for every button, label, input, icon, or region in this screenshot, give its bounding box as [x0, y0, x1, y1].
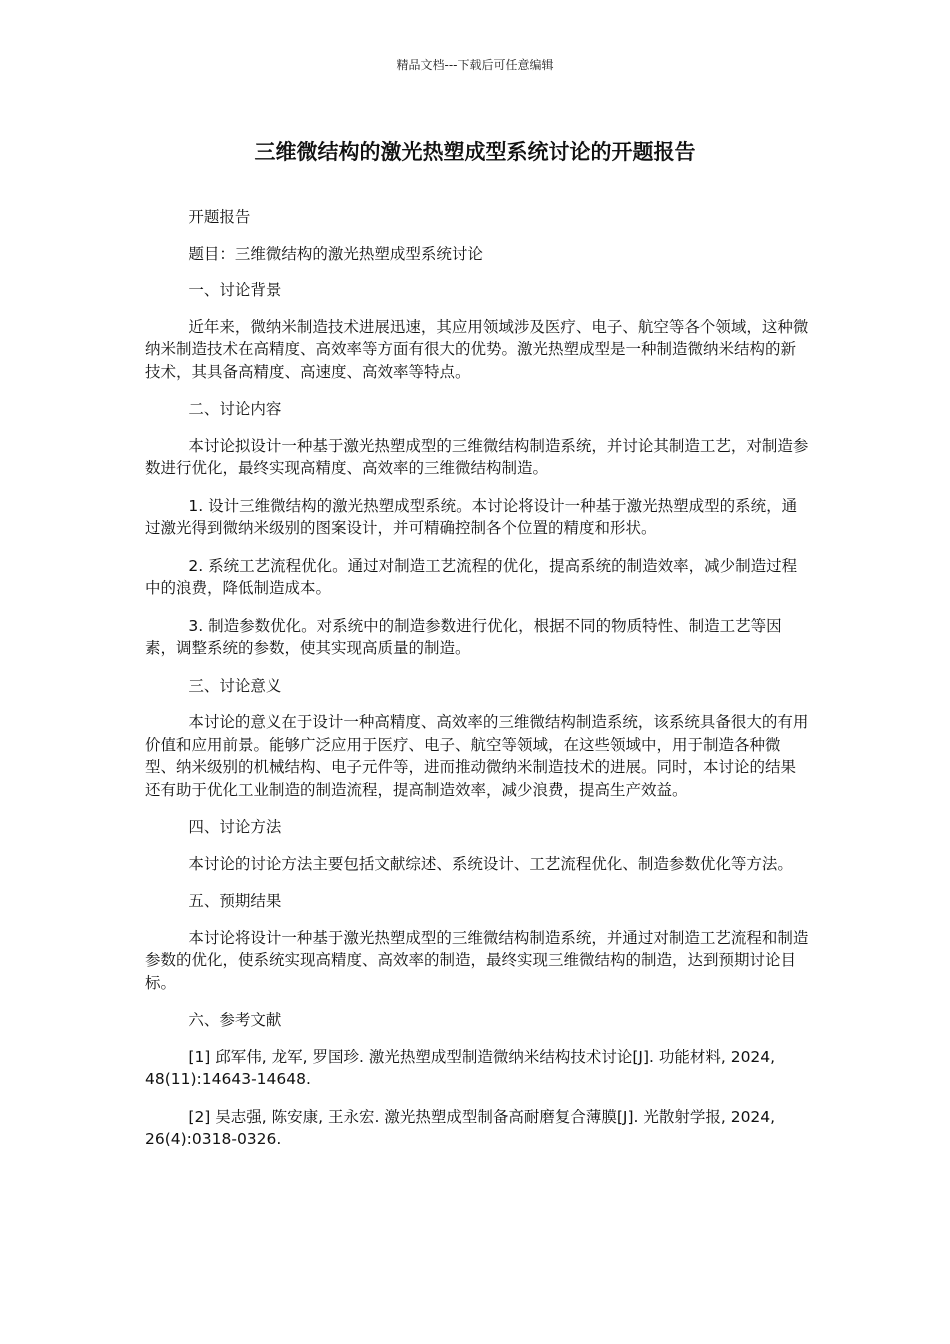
paragraph-content-item-2: 2. 系统工艺流程优化。通过对制造工艺流程的优化，提高系统的制造效率，减少制造过程中的浪费，降低制造成本。: [145, 556, 798, 597]
page-header-banner: 精品文档---下载后可任意编辑: [396, 58, 554, 72]
section-heading-expected-results: 五、预期结果: [188, 892, 282, 910]
section-heading-references: 六、参考文献: [188, 1011, 282, 1029]
section-heading-methods: 四、讨论方法: [188, 818, 282, 836]
document-title: 三维微结构的激光热塑成型系统讨论的开题报告: [254, 140, 696, 164]
section-heading-significance: 三、讨论意义: [188, 676, 282, 695]
paragraph-methods: 本讨论的讨论方法主要包括文献综述、系统设计、工艺流程优化、制造参数优化等方法。: [188, 854, 793, 873]
paragraph-expected-results: 本讨论将设计一种基于激光热塑成型的三维微结构制造系统，并通过对制造工艺流程和制造参数的优化，使系统实现高精度、高效率的制造，最终实现三维微结构的制造，达到预期讨论目标。: [145, 928, 809, 992]
paragraph-significance: 本讨论的意义在于设计一种高精度、高效率的三维微结构制造系统，该系统具备很大的有用价值和应用前景。能够广泛应用于医疗、电子、航空等领域，在这些领域中，用于制造各种微型、纳米级别的机械结构、电子元件等，进而推动微纳米制造技术的进展。同时，本讨论的结果还有助于优化工业制造的制造流程，提高制造效率，减少浪费，提高生产效益。: [145, 713, 809, 799]
paragraph-content-intro: 本讨论拟设计一种基于激光热塑成型的三维微结构制造系统，并讨论其制造工艺，对制造参数进行优化，最终实现高精度、高效率的三维微结构制造。: [145, 436, 809, 477]
document-body: [145, 206, 810, 1166]
paragraph-background: 近年来，微纳米制造技术进展迅速，其应用领域涉及医疗、电子、航空等各个领域，这种微纳米制造技术在高精度、高效率等方面有很大的优势。激光热塑成型是一种制造微纳米结构的新技术，其具备高精度、高速度、高效率等特点。: [145, 317, 809, 381]
reference-item-2: [2] 吴志强, 陈安康, 王永宏. 激光热塑成型制备高耐磨复合薄膜[J]. 光散射学报, 2024, 26(4):0318-0326.: [145, 1107, 776, 1148]
section-heading-background: 一、讨论背景: [188, 281, 282, 299]
paragraph-content-item-3: 3. 制造参数优化。对系统中的制造参数进行优化，根据不同的物质特性、制造工艺等因素，调整系统的参数，使其实现高质量的制造。: [145, 616, 782, 657]
section-heading-content: 二、讨论内容: [188, 400, 282, 418]
reference-item-1: [1] 邱军伟, 龙军, 罗国珍. 激光热塑成型制造微纳米结构技术讨论[J]. 功能材料, 2024, 48(11):14643-14648.: [145, 1047, 776, 1088]
report-topic: 题目：三维微结构的激光热塑成型系统讨论: [188, 244, 483, 263]
section-label-report: 开题报告: [188, 208, 251, 226]
paragraph-content-item-1: 1. 设计三维微结构的激光热塑成型系统。本讨论将设计一种基于激光热塑成型的系统，通过激光得到微纳米级别的图案设计，并可精确控制各个位置的精度和形状。: [145, 496, 798, 537]
